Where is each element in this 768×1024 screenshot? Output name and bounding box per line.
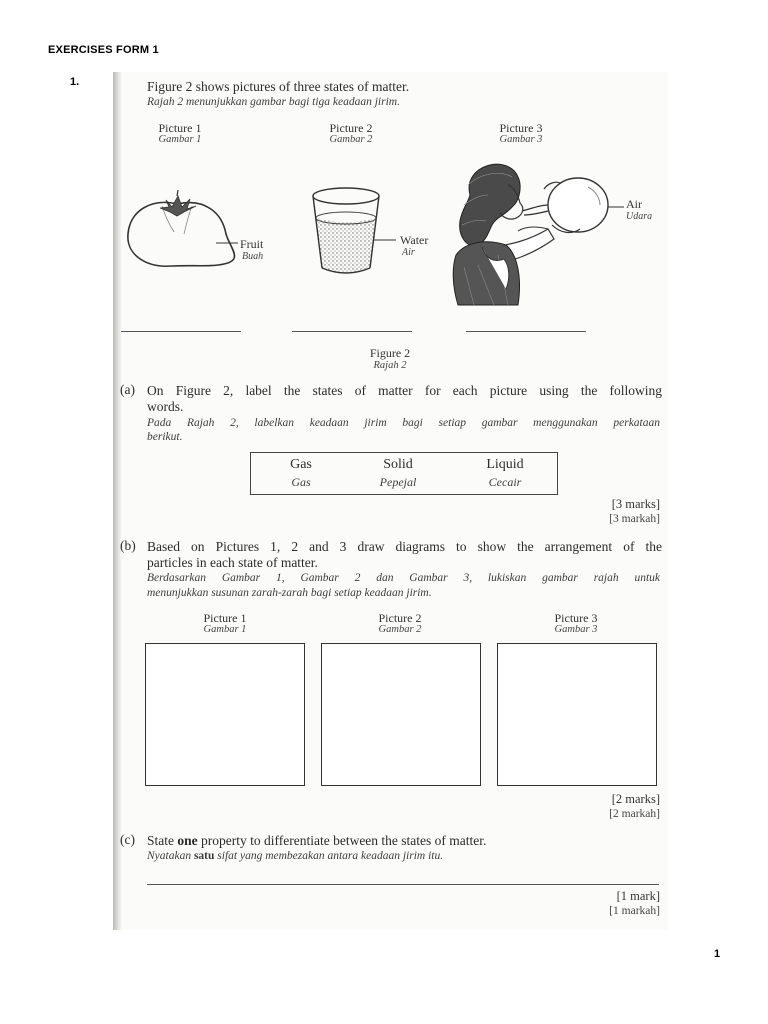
picture-1-title-ms: Gambar 1 <box>158 134 202 145</box>
part-c-text-ms <box>147 850 443 862</box>
word-solid: Solid <box>383 457 413 472</box>
word-solid-ms: Pepejal <box>379 475 417 489</box>
glass-of-water-illustration <box>308 180 408 280</box>
picture-3-label-ms: Udara <box>626 211 653 222</box>
picture-3-title-ms: Gambar 3 <box>499 134 543 145</box>
word-bank-box <box>250 452 558 495</box>
part-c-marks: [1 mark] <box>616 889 660 903</box>
part-c-letter: (c) <box>120 832 135 847</box>
part-b-letter: (b) <box>120 538 136 553</box>
part-c-text-bold: one <box>177 833 198 848</box>
part-b-text-line1: Based on Pictures 1, 2 and 3 draw diagrams to show the arrangement of the <box>147 539 662 554</box>
part-a-letter: (a) <box>120 382 135 397</box>
picture-3-title: Picture 3 <box>499 121 543 135</box>
child-blowing-balloon-illustration <box>448 155 628 320</box>
answer-line-picture-2[interactable] <box>292 331 412 332</box>
part-a-text-line2: words. <box>147 399 184 414</box>
picture-1-label-ms: Buah <box>242 251 264 262</box>
picture-1-title: Picture 1 <box>158 121 202 135</box>
box-1-title: Picture 1 <box>203 611 247 625</box>
part-c-text-pre: State <box>147 833 178 848</box>
part-c-text-ms-pre: Nyatakan <box>147 850 194 862</box>
drawing-box-picture-2[interactable] <box>321 643 481 786</box>
box-1-title-ms: Gambar 1 <box>203 624 247 635</box>
picture-2-label: Water <box>400 233 429 247</box>
figure-caption: Figure 2 <box>369 346 411 360</box>
answer-line-picture-3[interactable] <box>466 331 586 332</box>
box-2-title-ms: Gambar 2 <box>378 624 422 635</box>
part-b-text-ms-line1: Berdasarkan Gambar 1, Gambar 2 dan Gambar 3, lukiskan gambar rajah untuk <box>147 572 660 584</box>
box-2-title: Picture 2 <box>378 611 422 625</box>
box-3-title-ms: Gambar 3 <box>554 624 598 635</box>
intro-text: Figure 2 shows pictures of three states of matter. <box>147 79 410 94</box>
intro-text-ms: Rajah 2 menunjukkan gambar bagi tiga keadaan jirim. <box>147 96 400 108</box>
part-a-marks: [3 marks] <box>611 497 660 511</box>
figure-caption-ms: Rajah 2 <box>373 360 407 371</box>
part-c-marks-ms: [1 markah] <box>609 905 660 917</box>
drawing-box-picture-3[interactable] <box>497 643 657 786</box>
drawing-box-picture-1[interactable] <box>145 643 305 786</box>
part-b-marks-ms: [2 markah] <box>609 808 660 820</box>
answer-line-picture-1[interactable] <box>121 331 241 332</box>
picture-3-label: Air <box>626 197 642 211</box>
page-number: 1 <box>714 948 721 960</box>
word-liquid: Liquid <box>486 457 524 472</box>
picture-2-title: Picture 2 <box>329 121 373 135</box>
part-c-text <box>147 833 486 849</box>
part-a-text-line1: On Figure 2, label the states of matter for each picture using the following <box>147 383 662 398</box>
word-liquid-ms: Cecair <box>488 475 522 489</box>
picture-2-title-ms: Gambar 2 <box>329 134 373 145</box>
tomato-illustration <box>122 190 282 275</box>
answer-line-part-c[interactable] <box>147 884 659 885</box>
part-b-marks: [2 marks] <box>611 792 660 806</box>
part-c-text-ms-post: sifat yang membezakan antara keadaan jirim itu. <box>214 850 444 862</box>
part-b-text-line2: particles in each state of matter. <box>147 555 318 570</box>
picture-2-label-ms: Air <box>402 247 415 258</box>
part-c-text-post: property to differentiate between the states of matter. <box>197 833 487 848</box>
part-a-text-ms-line2: berikut. <box>147 431 183 443</box>
word-gas-ms: Gas <box>291 475 311 489</box>
document-header: EXERCISES FORM 1 <box>48 44 159 56</box>
picture-1-label: Fruit <box>240 237 264 251</box>
part-a-marks-ms: [3 markah] <box>609 513 660 525</box>
question-number: 1. <box>70 76 80 88</box>
word-gas: Gas <box>290 457 312 472</box>
part-a-text-ms-line1: Pada Rajah 2, labelkan keadaan jirim bagi setiap gambar menggunakan perkataan <box>147 417 660 429</box>
part-b-text-ms-line2: menunjukkan susunan zarah-zarah bagi setiap keadaan jirim. <box>147 587 432 599</box>
part-c-text-ms-bold: satu <box>193 850 215 862</box>
box-3-title: Picture 3 <box>554 611 598 625</box>
scan-shadow-edge <box>113 72 122 930</box>
